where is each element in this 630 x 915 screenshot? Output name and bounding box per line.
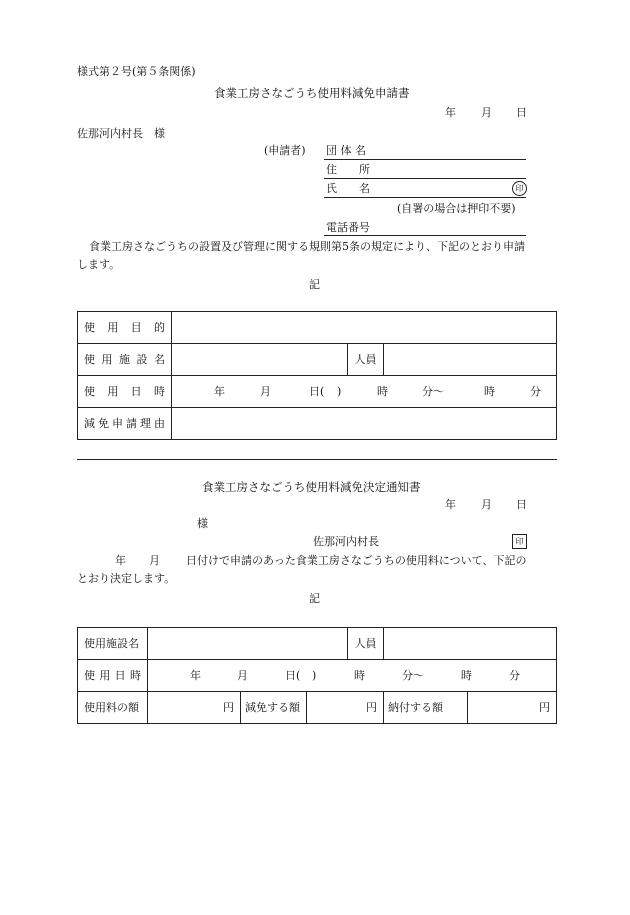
- purpose-row: [78, 312, 557, 344]
- purpose-label: 使用目的: [84, 321, 165, 334]
- dt-month: 月: [260, 385, 271, 398]
- reason-row: [78, 408, 557, 440]
- notice-ki: 記: [309, 592, 320, 605]
- datetime-label: 使用日時: [84, 385, 165, 398]
- ndt-minute1: 分～: [402, 669, 424, 682]
- notice-datetime-field[interactable]: [148, 660, 557, 692]
- notice-body-month: 月: [149, 554, 160, 567]
- name-line[interactable]: [324, 197, 526, 198]
- notice-facility-row: [78, 628, 557, 660]
- org-name-label: 団 体 名: [326, 144, 366, 157]
- form-number: 様式第２号(第５条関係): [77, 65, 196, 78]
- application-date-year: 年: [445, 106, 456, 119]
- ndt-month: 月: [237, 669, 248, 682]
- notice-facility-field[interactable]: [148, 628, 348, 660]
- notice-date-day: 日: [516, 498, 527, 511]
- application-table: [77, 311, 557, 440]
- application-body-line1: 食業工房さなごうちの設置及び管理に関する規則第5条の規定により、下記のとおり申請: [89, 240, 525, 253]
- dt-close-paren: ): [337, 385, 342, 398]
- ndt-day: 日(: [285, 669, 301, 682]
- phone-line[interactable]: [324, 235, 526, 236]
- exempt-yen: 円: [366, 701, 378, 714]
- reason-field[interactable]: [172, 408, 557, 440]
- facility-field[interactable]: [172, 344, 348, 376]
- notice-body-year: 年: [115, 554, 126, 567]
- application-body-line2: します。: [77, 258, 121, 271]
- reason-label: 減免申請理由: [84, 417, 165, 430]
- notice-datetime-label: 使用日時: [84, 669, 141, 682]
- notice-facility-label: 使用施設名: [78, 628, 148, 660]
- notice-body-line2: とおり決定します。: [77, 572, 176, 585]
- application-ki: 記: [309, 278, 320, 291]
- ndt-hour2: 時: [461, 669, 472, 682]
- notice-table: [77, 627, 557, 724]
- notice-datetime-row: [78, 660, 557, 692]
- application-title: 食業工房さなごうち使用料減免申請書: [214, 86, 410, 100]
- signature-note: (自署の場合は押印不要): [397, 202, 516, 215]
- notice-date-year: 年: [445, 498, 456, 511]
- datetime-field[interactable]: [172, 376, 557, 408]
- people-field[interactable]: [384, 344, 557, 376]
- org-name-line[interactable]: [324, 159, 526, 160]
- notice-people-label: 人員: [348, 628, 384, 660]
- notice-sama: 様: [197, 517, 208, 530]
- dt-hour2: 時: [484, 385, 495, 398]
- pay-field[interactable]: [468, 692, 557, 724]
- ndt-hour1: 時: [354, 669, 365, 682]
- dt-minute1: 分～: [422, 385, 444, 398]
- fee-yen: 円: [223, 701, 234, 714]
- notice-body-rest: 日付けで申請のあった食業工房さなごうちの使用料について、下記の: [186, 554, 527, 567]
- purpose-field[interactable]: [172, 312, 557, 344]
- ndt-close-paren: ): [312, 669, 317, 682]
- phone-label: 電話番号: [326, 221, 370, 234]
- notice-sender: 佐那河内村長: [313, 535, 379, 548]
- dt-day: 日(: [309, 385, 325, 398]
- seal-square-icon: 印: [512, 534, 527, 549]
- facility-label: 使用施設名: [84, 353, 165, 366]
- dt-year: 年: [214, 385, 225, 398]
- name-label: 氏 名: [326, 182, 370, 195]
- dt-minute2: 分: [530, 385, 541, 398]
- address-label: 住 所: [326, 163, 370, 176]
- applicant-label: (申請者): [264, 144, 306, 157]
- notice-date-month: 月: [481, 498, 492, 511]
- pay-yen: 円: [539, 701, 550, 714]
- people-label: 人員: [348, 344, 384, 376]
- ndt-minute2: 分: [509, 669, 520, 682]
- address-line[interactable]: [324, 178, 526, 179]
- notice-amount-row: [78, 692, 557, 724]
- notice-people-field[interactable]: [384, 628, 557, 660]
- pay-label: 納付する額: [384, 692, 468, 724]
- application-date-month: 月: [481, 106, 492, 119]
- fee-field[interactable]: [148, 692, 241, 724]
- fee-label: 使用料の額: [78, 692, 148, 724]
- exempt-field[interactable]: [307, 692, 384, 724]
- dt-hour1: 時: [377, 385, 388, 398]
- section-divider: [77, 459, 557, 460]
- notice-title: 食業工房さなごうち使用料減免決定通知書: [202, 480, 421, 494]
- seal-circle-icon: 印: [512, 181, 527, 196]
- datetime-row: [78, 376, 557, 408]
- exempt-label: 減免する額: [241, 692, 307, 724]
- addressee: 佐那河内村長 様: [77, 127, 165, 140]
- application-date-day: 日: [516, 106, 527, 119]
- facility-row: [78, 344, 557, 376]
- ndt-year: 年: [190, 669, 201, 682]
